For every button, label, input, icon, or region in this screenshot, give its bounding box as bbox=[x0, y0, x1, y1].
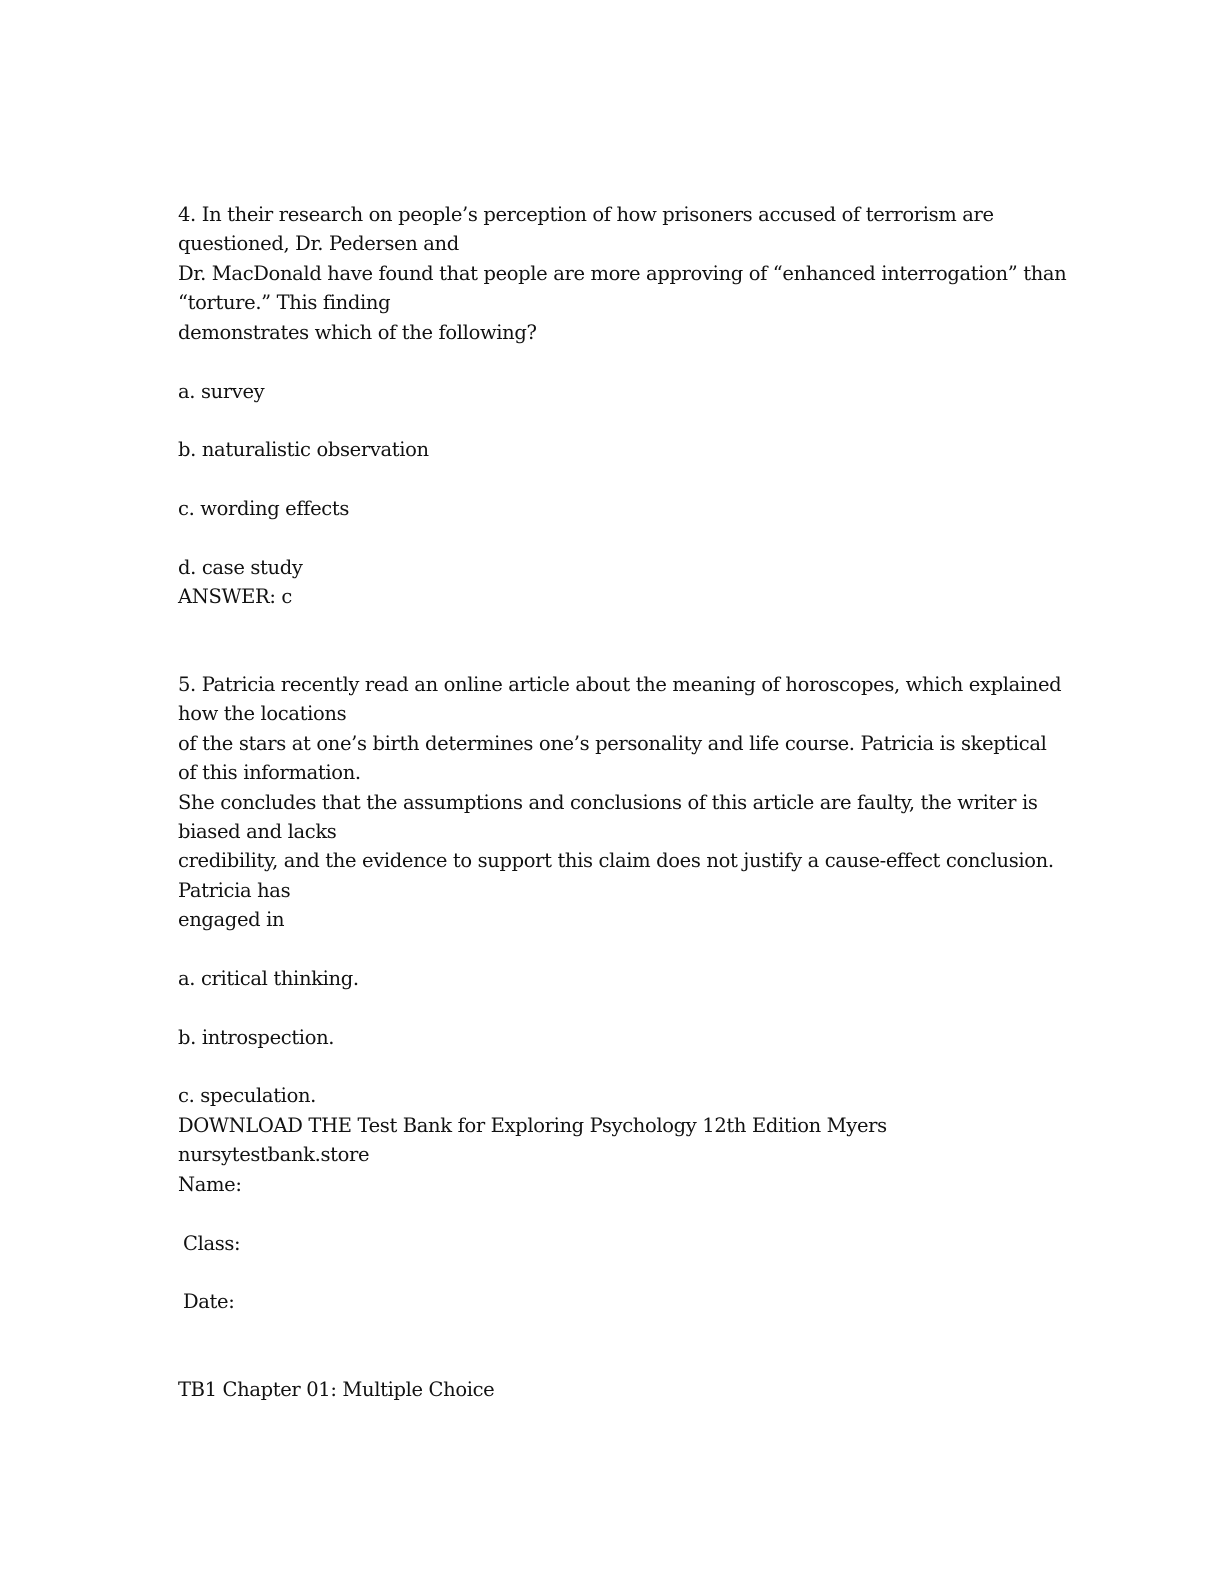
site-name: nursytestbank.store bbox=[178, 1143, 370, 1166]
section-title: TB1 Chapter 01: Multiple Choice bbox=[178, 1378, 495, 1401]
question-5-stem-line-5: She concludes that the assumptions and conclusions of this article are faulty, the writer is bbox=[178, 791, 1038, 814]
question-5-stem-line-6: biased and lacks bbox=[178, 820, 337, 843]
date-label: Date: bbox=[183, 1290, 235, 1313]
question-4-option-c: c. wording effects bbox=[178, 497, 350, 520]
question-5-stem-line-4: of this information. bbox=[178, 761, 361, 784]
question-4-stem-line-1: 4. In their research on people’s perception of how prisoners accused of terrorism are bbox=[178, 203, 994, 226]
question-5-stem-line-1: 5. Patricia recently read an online article about the meaning of horoscopes, which explained bbox=[178, 673, 1062, 696]
question-4-stem-line-5: demonstrates which of the following? bbox=[178, 321, 537, 344]
question-5-stem-line-3: of the stars at one’s birth determines one’s personality and life course. Patricia is skeptical bbox=[178, 732, 1047, 755]
question-5-stem-line-9: engaged in bbox=[178, 908, 285, 931]
question-4-answer: ANSWER: c bbox=[178, 585, 293, 608]
question-4-option-b: b. naturalistic observation bbox=[178, 438, 429, 461]
question-4-stem-line-3: Dr. MacDonald have found that people are more approving of “enhanced interrogation” than bbox=[178, 262, 1067, 285]
question-5-stem-line-7: credibility, and the evidence to support this claim does not justify a cause-effect conclusion. bbox=[178, 849, 1054, 872]
question-4-option-a: a. survey bbox=[178, 380, 265, 403]
question-5-option-a: a. critical thinking. bbox=[178, 967, 359, 990]
question-4-stem-line-2: questioned, Dr. Pedersen and bbox=[178, 232, 459, 255]
question-5-option-c: c. speculation. bbox=[178, 1084, 317, 1107]
name-label: Name: bbox=[178, 1173, 242, 1196]
question-4-option-d: d. case study bbox=[178, 556, 303, 579]
question-5-option-b: b. introspection. bbox=[178, 1026, 335, 1049]
question-5-stem-line-8: Patricia has bbox=[178, 879, 291, 902]
download-notice: DOWNLOAD THE Test Bank for Exploring Psychology 12th Edition Myers bbox=[178, 1114, 887, 1137]
question-5-stem-line-2: how the locations bbox=[178, 702, 347, 725]
class-label: Class: bbox=[183, 1232, 241, 1255]
question-4-stem-line-4: “torture.” This finding bbox=[178, 291, 391, 314]
